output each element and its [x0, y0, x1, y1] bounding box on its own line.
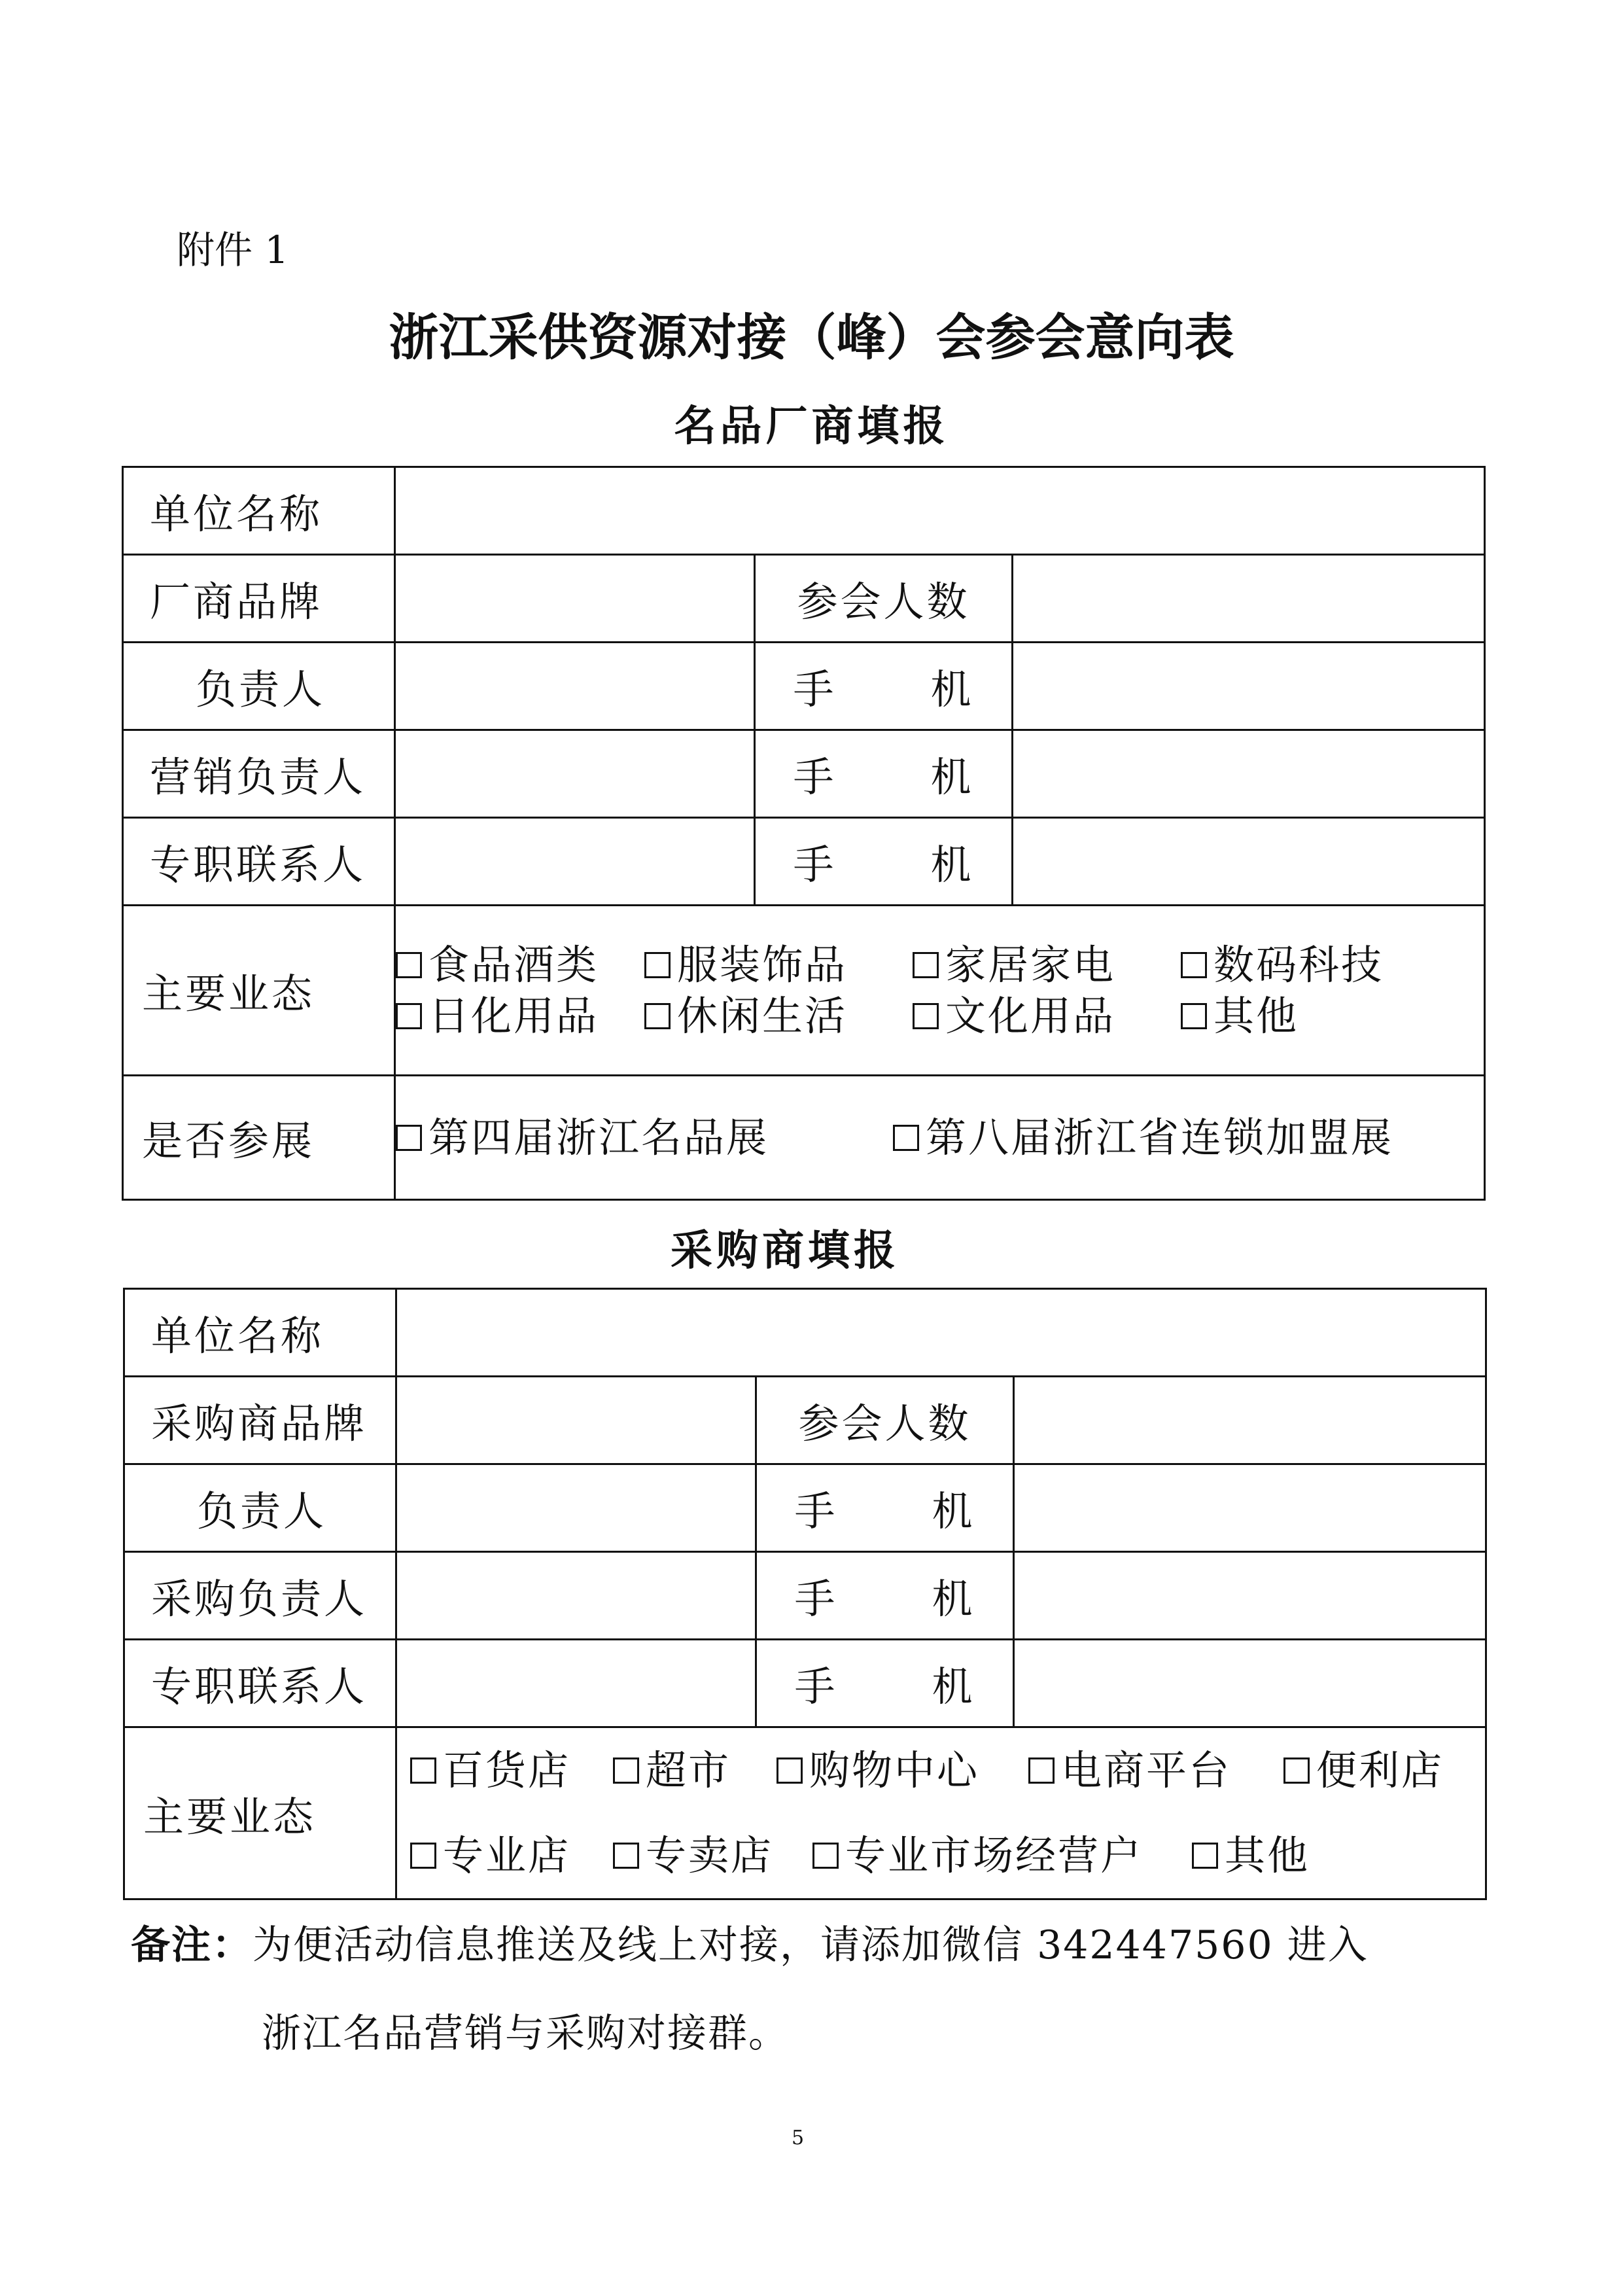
table-row: [123, 730, 1485, 818]
row-label: 专职联系人: [123, 818, 395, 906]
checkbox-icon: [913, 952, 939, 978]
row-label: 采购负责人: [124, 1552, 396, 1640]
manager-field[interactable]: [395, 643, 755, 730]
checkbox-icon: [644, 952, 671, 978]
checkbox-option[interactable]: 食品酒类: [396, 940, 644, 991]
buyer-section-heading: 采购商填报: [671, 1226, 899, 1275]
checkbox-option[interactable]: 第八届浙江省连锁加盟展: [893, 1112, 1393, 1163]
table-row: [123, 555, 1485, 643]
checkbox-option[interactable]: 文化用品: [913, 991, 1181, 1042]
checkbox-icon: [913, 1003, 939, 1029]
contact-person-field[interactable]: [396, 1640, 756, 1727]
checkbox-option[interactable]: 数码科技: [1181, 940, 1384, 991]
checkbox-option[interactable]: 超市: [613, 1728, 777, 1813]
row-label: 负责人: [123, 643, 395, 730]
attendee-count-label: 参会人数: [755, 555, 1013, 643]
note-line-1: 备注：为便活动信息推送及线上对接，请添加微信 342447560 进入: [131, 1922, 1369, 1968]
business-type-options: [396, 1727, 1486, 1899]
checkbox-option[interactable]: 第四届浙江名品展: [396, 1112, 893, 1163]
row-label: 单位名称: [123, 467, 395, 555]
row-label: 采购商品牌: [124, 1377, 396, 1464]
checkbox-icon: [613, 1843, 639, 1869]
checkbox-option[interactable]: 家居家电: [913, 940, 1181, 991]
buyer-form-table: [123, 1288, 1487, 1900]
checkbox-option[interactable]: 服装饰品: [644, 940, 913, 991]
row-label: 单位名称: [124, 1289, 396, 1377]
contact-person-field[interactable]: [395, 818, 755, 906]
phone-label: 手 机: [755, 818, 1013, 906]
attachment-label: 附件 1: [177, 228, 289, 272]
table-row: [124, 1377, 1486, 1464]
checkbox-icon: [410, 1757, 436, 1784]
checkbox-icon: [1181, 1003, 1207, 1029]
checkbox-option[interactable]: 休闲生活: [644, 991, 913, 1042]
purchasing-manager-field[interactable]: [396, 1552, 756, 1640]
attendee-count-label: 参会人数: [756, 1377, 1014, 1464]
table-row: [123, 643, 1485, 730]
note-prefix: 备注：: [131, 1922, 253, 1968]
checkbox-icon: [1283, 1757, 1310, 1784]
checkbox-option[interactable]: 其他: [1192, 1813, 1310, 1898]
checkbox-option[interactable]: 便利店: [1283, 1728, 1444, 1813]
table-row: [123, 906, 1485, 1076]
checkbox-icon: [396, 952, 422, 978]
checkbox-icon: [410, 1843, 436, 1869]
table-row: [124, 1464, 1486, 1552]
checkbox-option[interactable]: 其他: [1181, 991, 1299, 1042]
phone-label: 手 机: [755, 643, 1013, 730]
checkbox-option[interactable]: 百货店: [410, 1728, 613, 1813]
phone-field[interactable]: [1013, 818, 1485, 906]
unit-name-field[interactable]: [396, 1289, 1486, 1377]
checkbox-option[interactable]: 专卖店: [613, 1813, 812, 1898]
checkbox-icon: [1028, 1757, 1055, 1784]
table-row: [123, 467, 1485, 555]
row-label: 负责人: [124, 1464, 396, 1552]
checkbox-option[interactable]: 电商平台: [1028, 1728, 1283, 1813]
exhibit-options: [395, 1076, 1485, 1200]
phone-field[interactable]: [1014, 1464, 1486, 1552]
row-label: 是否参展: [123, 1076, 395, 1200]
checkbox-icon: [396, 1003, 422, 1029]
checkbox-icon: [1181, 952, 1207, 978]
checkbox-option[interactable]: 日化用品: [396, 991, 644, 1042]
table-row: [124, 1289, 1486, 1377]
attendee-count-field[interactable]: [1013, 555, 1485, 643]
checkbox-icon: [613, 1757, 639, 1784]
phone-label: 手 机: [756, 1640, 1014, 1727]
business-type-options: [395, 906, 1485, 1076]
row-label: 营销负责人: [123, 730, 395, 818]
checkbox-option[interactable]: 专业市场经营户: [812, 1813, 1192, 1898]
checkbox-icon: [644, 1003, 671, 1029]
table-row: [123, 1076, 1485, 1200]
form-title: 浙江采供资源对接（峰）会参会意向表: [389, 308, 1234, 366]
brand-field[interactable]: [395, 555, 755, 643]
checkbox-option[interactable]: 购物中心: [777, 1728, 1028, 1813]
table-row: [124, 1640, 1486, 1727]
phone-label: 手 机: [756, 1464, 1014, 1552]
phone-label: 手 机: [755, 730, 1013, 818]
row-label: 专职联系人: [124, 1640, 396, 1727]
checkbox-icon: [777, 1757, 803, 1784]
phone-field[interactable]: [1014, 1552, 1486, 1640]
marketing-manager-field[interactable]: [395, 730, 755, 818]
checkbox-icon: [893, 1125, 919, 1151]
row-label: 主要业态: [123, 906, 395, 1076]
table-row: [124, 1727, 1486, 1899]
note-line-2: 浙江名品营销与采购对接群。: [262, 2011, 789, 2057]
checkbox-icon: [1192, 1843, 1218, 1869]
vendor-form-table: [122, 466, 1486, 1201]
brand-field[interactable]: [396, 1377, 756, 1464]
table-row: [123, 818, 1485, 906]
row-label: 主要业态: [124, 1727, 396, 1899]
phone-field[interactable]: [1013, 643, 1485, 730]
phone-field[interactable]: [1014, 1640, 1486, 1727]
row-label: 厂商品牌: [123, 555, 395, 643]
table-row: [124, 1552, 1486, 1640]
attendee-count-field[interactable]: [1014, 1377, 1486, 1464]
checkbox-icon: [812, 1843, 839, 1869]
phone-field[interactable]: [1013, 730, 1485, 818]
page-number: 5: [792, 2127, 805, 2149]
checkbox-icon: [396, 1125, 422, 1151]
phone-label: 手 机: [756, 1552, 1014, 1640]
checkbox-option[interactable]: 专业店: [410, 1813, 613, 1898]
manager-field[interactable]: [396, 1464, 756, 1552]
unit-name-field[interactable]: [395, 467, 1485, 555]
vendor-section-heading: 名品厂商填报: [674, 402, 949, 451]
